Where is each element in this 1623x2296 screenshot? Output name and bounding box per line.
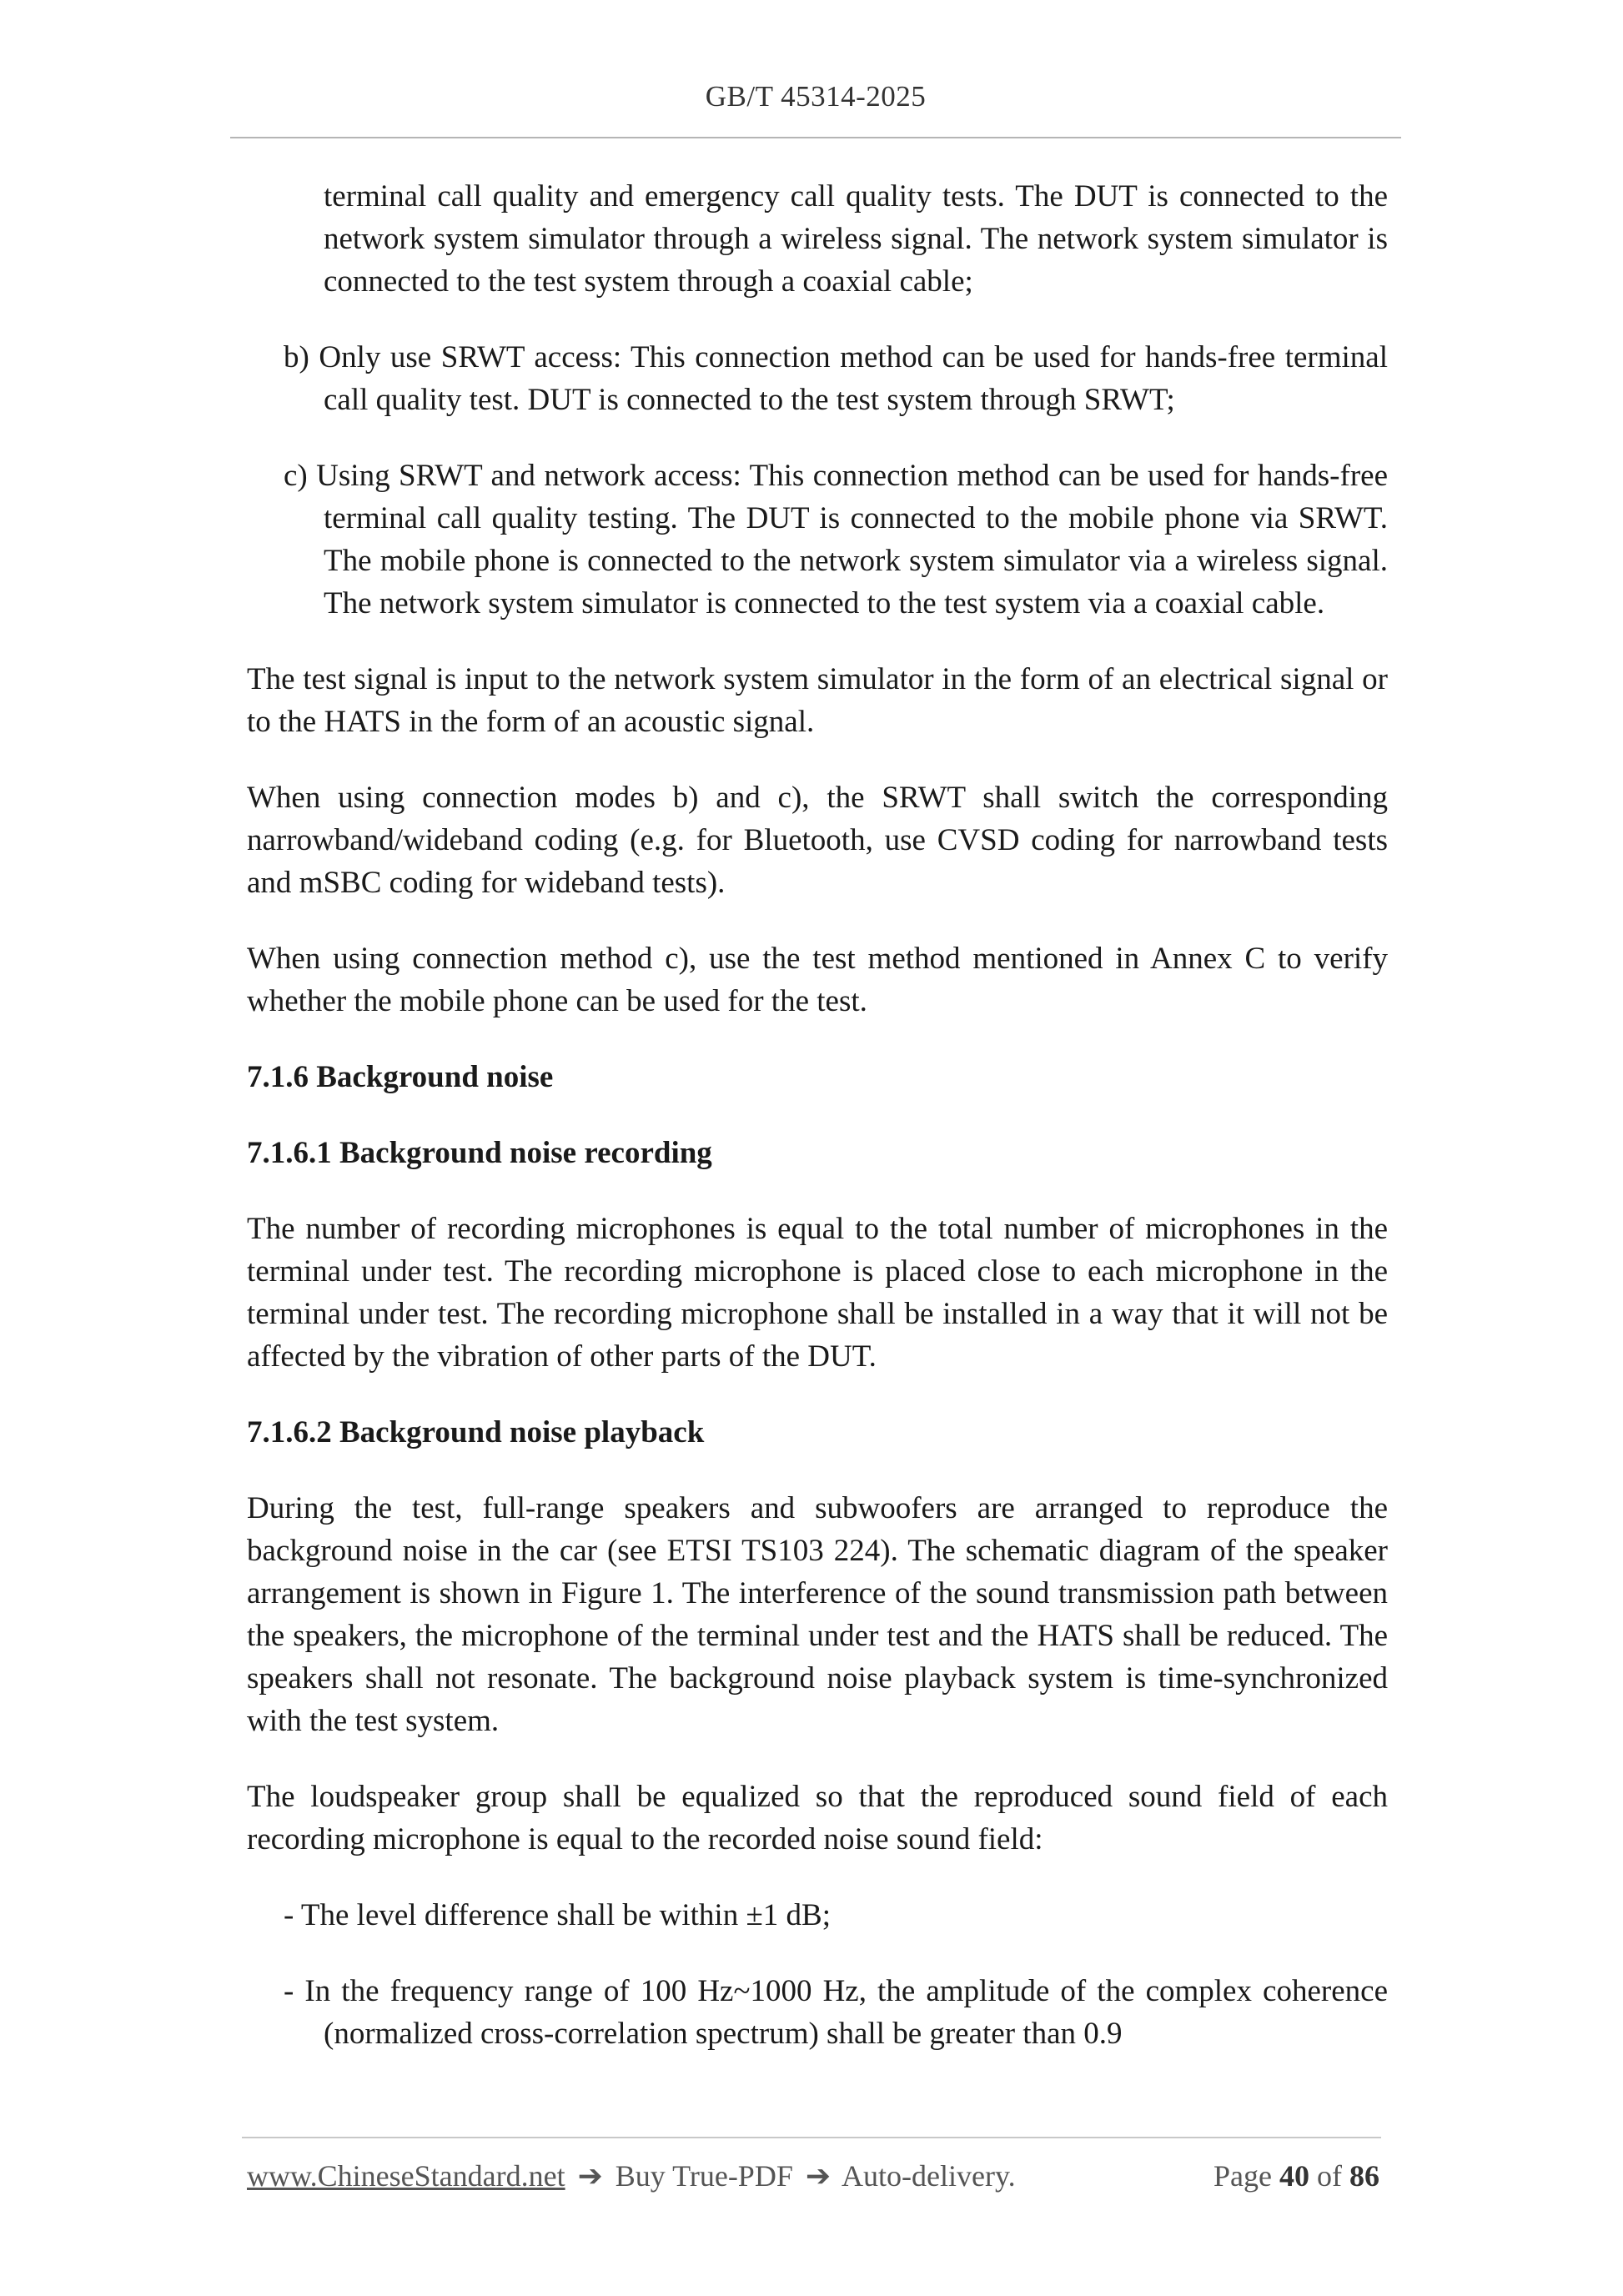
auto-delivery-text: Auto-delivery. xyxy=(842,2159,1016,2193)
paragraph-method-c: When using connection method c), use the test method mentioned in Annex C to verify whether the mobile phone can be used for the test. xyxy=(247,942,1388,1018)
page-footer xyxy=(247,2158,1379,2193)
of-label: of xyxy=(1317,2159,1342,2193)
total-page-count: 86 xyxy=(1349,2159,1379,2193)
buy-true-pdf-text: Buy True-PDF xyxy=(615,2159,793,2193)
page-indicator xyxy=(1213,2158,1379,2193)
heading-7-1-6: 7.1.6 Background noise xyxy=(247,1060,554,1094)
paragraph-equalized: The loudspeaker group shall be equalized so that the reproduced sound field of each recording microphone is equal to the recorded noise sound field: xyxy=(247,1780,1388,1856)
document-header xyxy=(230,80,1401,113)
paragraph-playback: During the test, full-range speakers and subwoofers are arranged to reproduce the background noise in the car (see ETSI TS103 224). The schematic diagram of the speaker arrangement is shown in Figure 1. The interference of the sound transmission path between the speakers, the microphone of the terminal under test and the HATS shall be reduced. The speakers shall not resonate. The background noise playback system is time-synchronized with the test system. xyxy=(247,1491,1388,1738)
heading-7-1-6-1: 7.1.6.1 Background noise recording xyxy=(247,1136,712,1170)
list-item-level-difference: - The level difference shall be within ±1 dB; xyxy=(284,1898,831,1932)
page-body xyxy=(247,175,1388,2088)
footer-left xyxy=(247,2158,1016,2193)
heading-7-1-6-2: 7.1.6.2 Background noise playback xyxy=(247,1415,705,1449)
page-label: Page xyxy=(1213,2159,1272,2193)
arrow-right-icon: ➔ xyxy=(805,2159,832,2193)
item-a-continuation: terminal call quality and emergency call quality tests. The DUT is connected to the network system simulator through a wireless signal. The network system simulator is connected to the test system through a coaxial cable; xyxy=(324,179,1388,299)
header-divider xyxy=(230,137,1401,138)
list-item-b: b) Only use SRWT access: This connection method can be used for hands-free terminal call quality test. DUT is connected to the test system through SRWT; xyxy=(284,340,1388,417)
arrow-right-icon: ➔ xyxy=(577,2159,603,2193)
footer-divider xyxy=(242,2137,1381,2138)
list-item-c: c) Using SRWT and network access: This connection method can be used for hands-free terminal call quality testing. The DUT is connected to the mobile phone via SRWT. The mobile phone is connected to the network system simulator via a wireless signal. The network system simulator is connected to the test system via a coaxial cable. xyxy=(284,459,1388,620)
list-item-frequency-range: - In the frequency range of 100 Hz~1000 Hz, the amplitude of the complex coherence (normalized cross-correlation spectrum) shall be greater than 0.9 xyxy=(284,1974,1388,2051)
current-page-number: 40 xyxy=(1279,2159,1309,2193)
paragraph-test-signal: The test signal is input to the network system simulator in the form of an electrical signal or to the HATS in the form of an acoustic signal. xyxy=(247,662,1388,739)
paragraph-connection-modes: When using connection modes b) and c), the SRWT shall switch the corresponding narrowband/wideband coding (e.g. for Bluetooth, use CVSD coding for narrowband tests and mSBC coding for wideband tests). xyxy=(247,781,1388,900)
website-link[interactable]: www.ChineseStandard.net xyxy=(247,2159,565,2193)
standard-number: GB/T 45314-2025 xyxy=(705,80,927,113)
paragraph-recording: The number of recording microphones is equal to the total number of microphones in the terminal under test. The recording microphone is placed close to each microphone in the terminal under test. The recording microphone shall be installed in a way that it will not be affected by the vibration of other parts of the DUT. xyxy=(247,1212,1388,1374)
